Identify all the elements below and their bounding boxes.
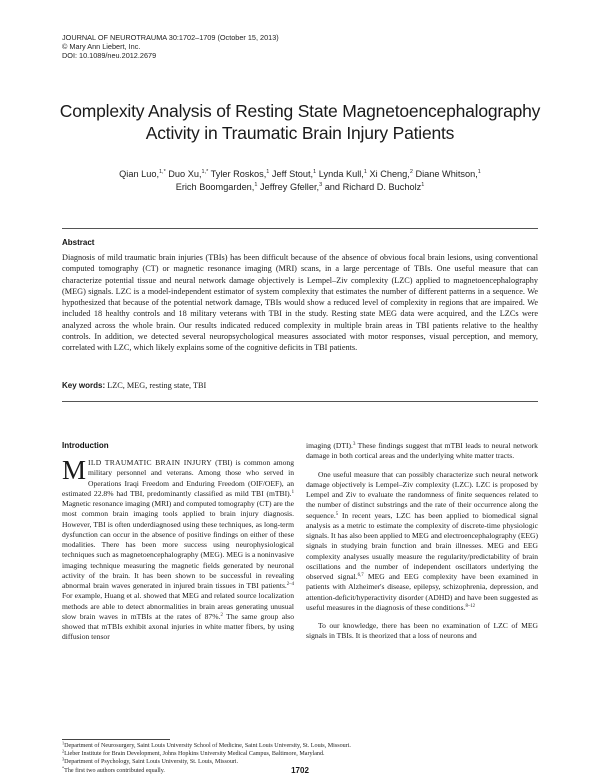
right-column bbox=[306, 441, 538, 642]
intro-paragraph-1: MILD TRAUMATIC BRAIN INJURY (TBI) is common among military personnel and veterans. Among those who served in Operations Iraqi Freedom and Enduring Freedom (OIF/OEF), an estimated 22.8% had TBI, predominantly classified as mild TBI (mTBI).$^1$ Magnetic resonance imaging (MRI) and computed tomography (CT) are the most common brain imaging tools applied to brain injury diagnosis. However, TBI is often underdiagnosed using these techniques, as long-term dysfunction can occur in the absence of positive findings on either of these modalities. There has been more success using neurophysiological techniques such as magnetoencephalography (MEG). MEG is a noninvasive imaging technique measuring the magnetic fields generated by neuronal activity of the brain. It has been shown to be successful in revealing abnormal brain waves generated in injured brain tissues in TBI patients.$^{2-4}$ For example, Huang et al. showed that MEG and related source localization methods are able to detect abnormalities in brain areas generating unusual slow brain waves in mTBIs at the rates of 87%.$^2$ The same group also showed that mTBIs exhibit axonal injuries in white matter fibers, by using diffusion tensor bbox=[62, 455, 294, 642]
keywords-label: Key words: bbox=[62, 381, 106, 390]
keywords bbox=[62, 381, 206, 390]
journal-header bbox=[62, 33, 279, 60]
footnote: $^3$Department of Psychology, Saint Louis University, St. Louis, Missouri. bbox=[62, 756, 239, 766]
abstract-bottom-rule bbox=[62, 401, 538, 402]
copyright-line: © Mary Ann Liebert, Inc. bbox=[62, 42, 141, 51]
keywords-text: LZC, MEG, resting state, TBI bbox=[107, 381, 207, 390]
author: Erich Boomgarden,$^1$ bbox=[175, 182, 258, 192]
author: Tyler Roskos,$^1$ bbox=[210, 169, 270, 179]
footnote: $^1$Department of Neurosurgery, Saint Louis University School of Medicine, Saint Louis University, St. Louis, Missouri. bbox=[62, 740, 351, 749]
footnote: $^2$Lieber Institute for Brain Development, Johns Hopkins University Medical Campus, Baltimore, Maryland. bbox=[62, 748, 325, 758]
abstract-text: Diagnosis of mild traumatic brain injuries (TBIs) has been difficult because of the absence of obvious focal brain lesions, using conventional computed tomography (CT) or magnetic resonance imaging (MRI) scans, in a large percentage of TBIs. One useful measure that can characterize potential tissue and neural network damage objectively is Lempel–Ziv complexity (LZC) applied to magnetoencephalography (MEG) signals. LZC is a model-independent estimator of system complexity that estimates the number of different patterns in a sequence. We hypothesized that because of the potential network damage, TBIs would show a reduced level of complexity in regions that are impaired. We included 18 healthy controls and 18 military veterans with TBI in the study. Resting state MEG data were acquired, and the LZCs were analyzed across the whole brain. Our results indicated reduced complexity in multiple brain areas in TBI patients relative to the healthy controls. In addition, we detected several neuropsychological measures associated with motor responses, visual perception, and memory, correlated with LZC, which likely explains some of the cognitive deficits in TBI patients. bbox=[62, 253, 538, 353]
page-number: 1702 bbox=[291, 766, 309, 775]
footnote-rule bbox=[62, 739, 170, 740]
abstract-top-rule bbox=[62, 228, 538, 229]
title-line-1: Complexity Analysis of Resting State Magnetoencephalography bbox=[59, 101, 541, 121]
intro-paragraph-2: One useful measure that can possibly characterize such neural network damage objectively is Lempel–Ziv complexity (LZC). LZC is proposed by Lempel and Ziv to evaluate the randomness of finite sequences related to the number of distinct substrings and the rate of their occurrence along the sequence.$^5$ In recent years, LZC has been applied to biomedical signal analysis as a metric to estimate the complexity of discrete-time physiologic signals. It has also been applied to MEG and electroencephalography (EEG) signals in studying brain function and brain illnesses. MEG and EEG complexity analyses usually measure the regularity/predictability of brain oscillations and the number of independent oscillators underlying the observed signal.$^{6,7}$ MEG and EEG complexity have been examined in patients with Alzheimer's disease, epilepsy, schizophrenia, depression, and attention-deficit/hyperactivity disorder (ADHD) and have been suggested as useful measures in the diagnosis of these conditions.$^{8-12}$ bbox=[306, 469, 538, 612]
author: Jeffrey Gfeller,$^3$ bbox=[259, 182, 323, 192]
author: and Richard D. Bucholz$^1$ bbox=[324, 182, 425, 192]
footnote: *The first two authors contributed equally. bbox=[62, 765, 165, 774]
author-line-2 bbox=[60, 181, 540, 194]
author-line-1 bbox=[60, 168, 540, 181]
author: Duo Xu,$^{1,*}$ bbox=[168, 169, 209, 179]
intro-paragraph-1-continued: imaging (DTI).$^3$ These findings suggest that mTBI leads to neural network damage in both cortical areas and the underlying white matter tracts. bbox=[306, 441, 538, 461]
author: Lynda Kull,$^1$ bbox=[318, 169, 367, 179]
author: Jeff Stout,$^1$ bbox=[271, 169, 317, 179]
left-column bbox=[62, 455, 294, 643]
author: Diane Whitson,$^1$ bbox=[415, 169, 481, 179]
author-list bbox=[60, 168, 540, 194]
title-line-2: Activity in Traumatic Brain Injury Patients bbox=[145, 123, 455, 143]
introduction-heading: Introduction bbox=[62, 441, 109, 450]
article-title bbox=[40, 100, 560, 144]
journal-citation: JOURNAL OF NEUROTRAUMA 30:1702–1709 (October 15, 2013) bbox=[62, 33, 279, 42]
intro-paragraph-3: To our knowledge, there has been no examination of LZC of MEG signals in TBIs. It is theorized that a loss of neurons and bbox=[306, 621, 538, 641]
drop-cap: M bbox=[62, 455, 87, 485]
doi-line: DOI: 10.1089/neu.2012.2679 bbox=[62, 51, 157, 60]
author: Qian Luo,$^{1,*}$ bbox=[119, 169, 166, 179]
abstract-heading: Abstract bbox=[62, 238, 95, 247]
author: Xi Cheng,$^2$ bbox=[369, 169, 413, 179]
